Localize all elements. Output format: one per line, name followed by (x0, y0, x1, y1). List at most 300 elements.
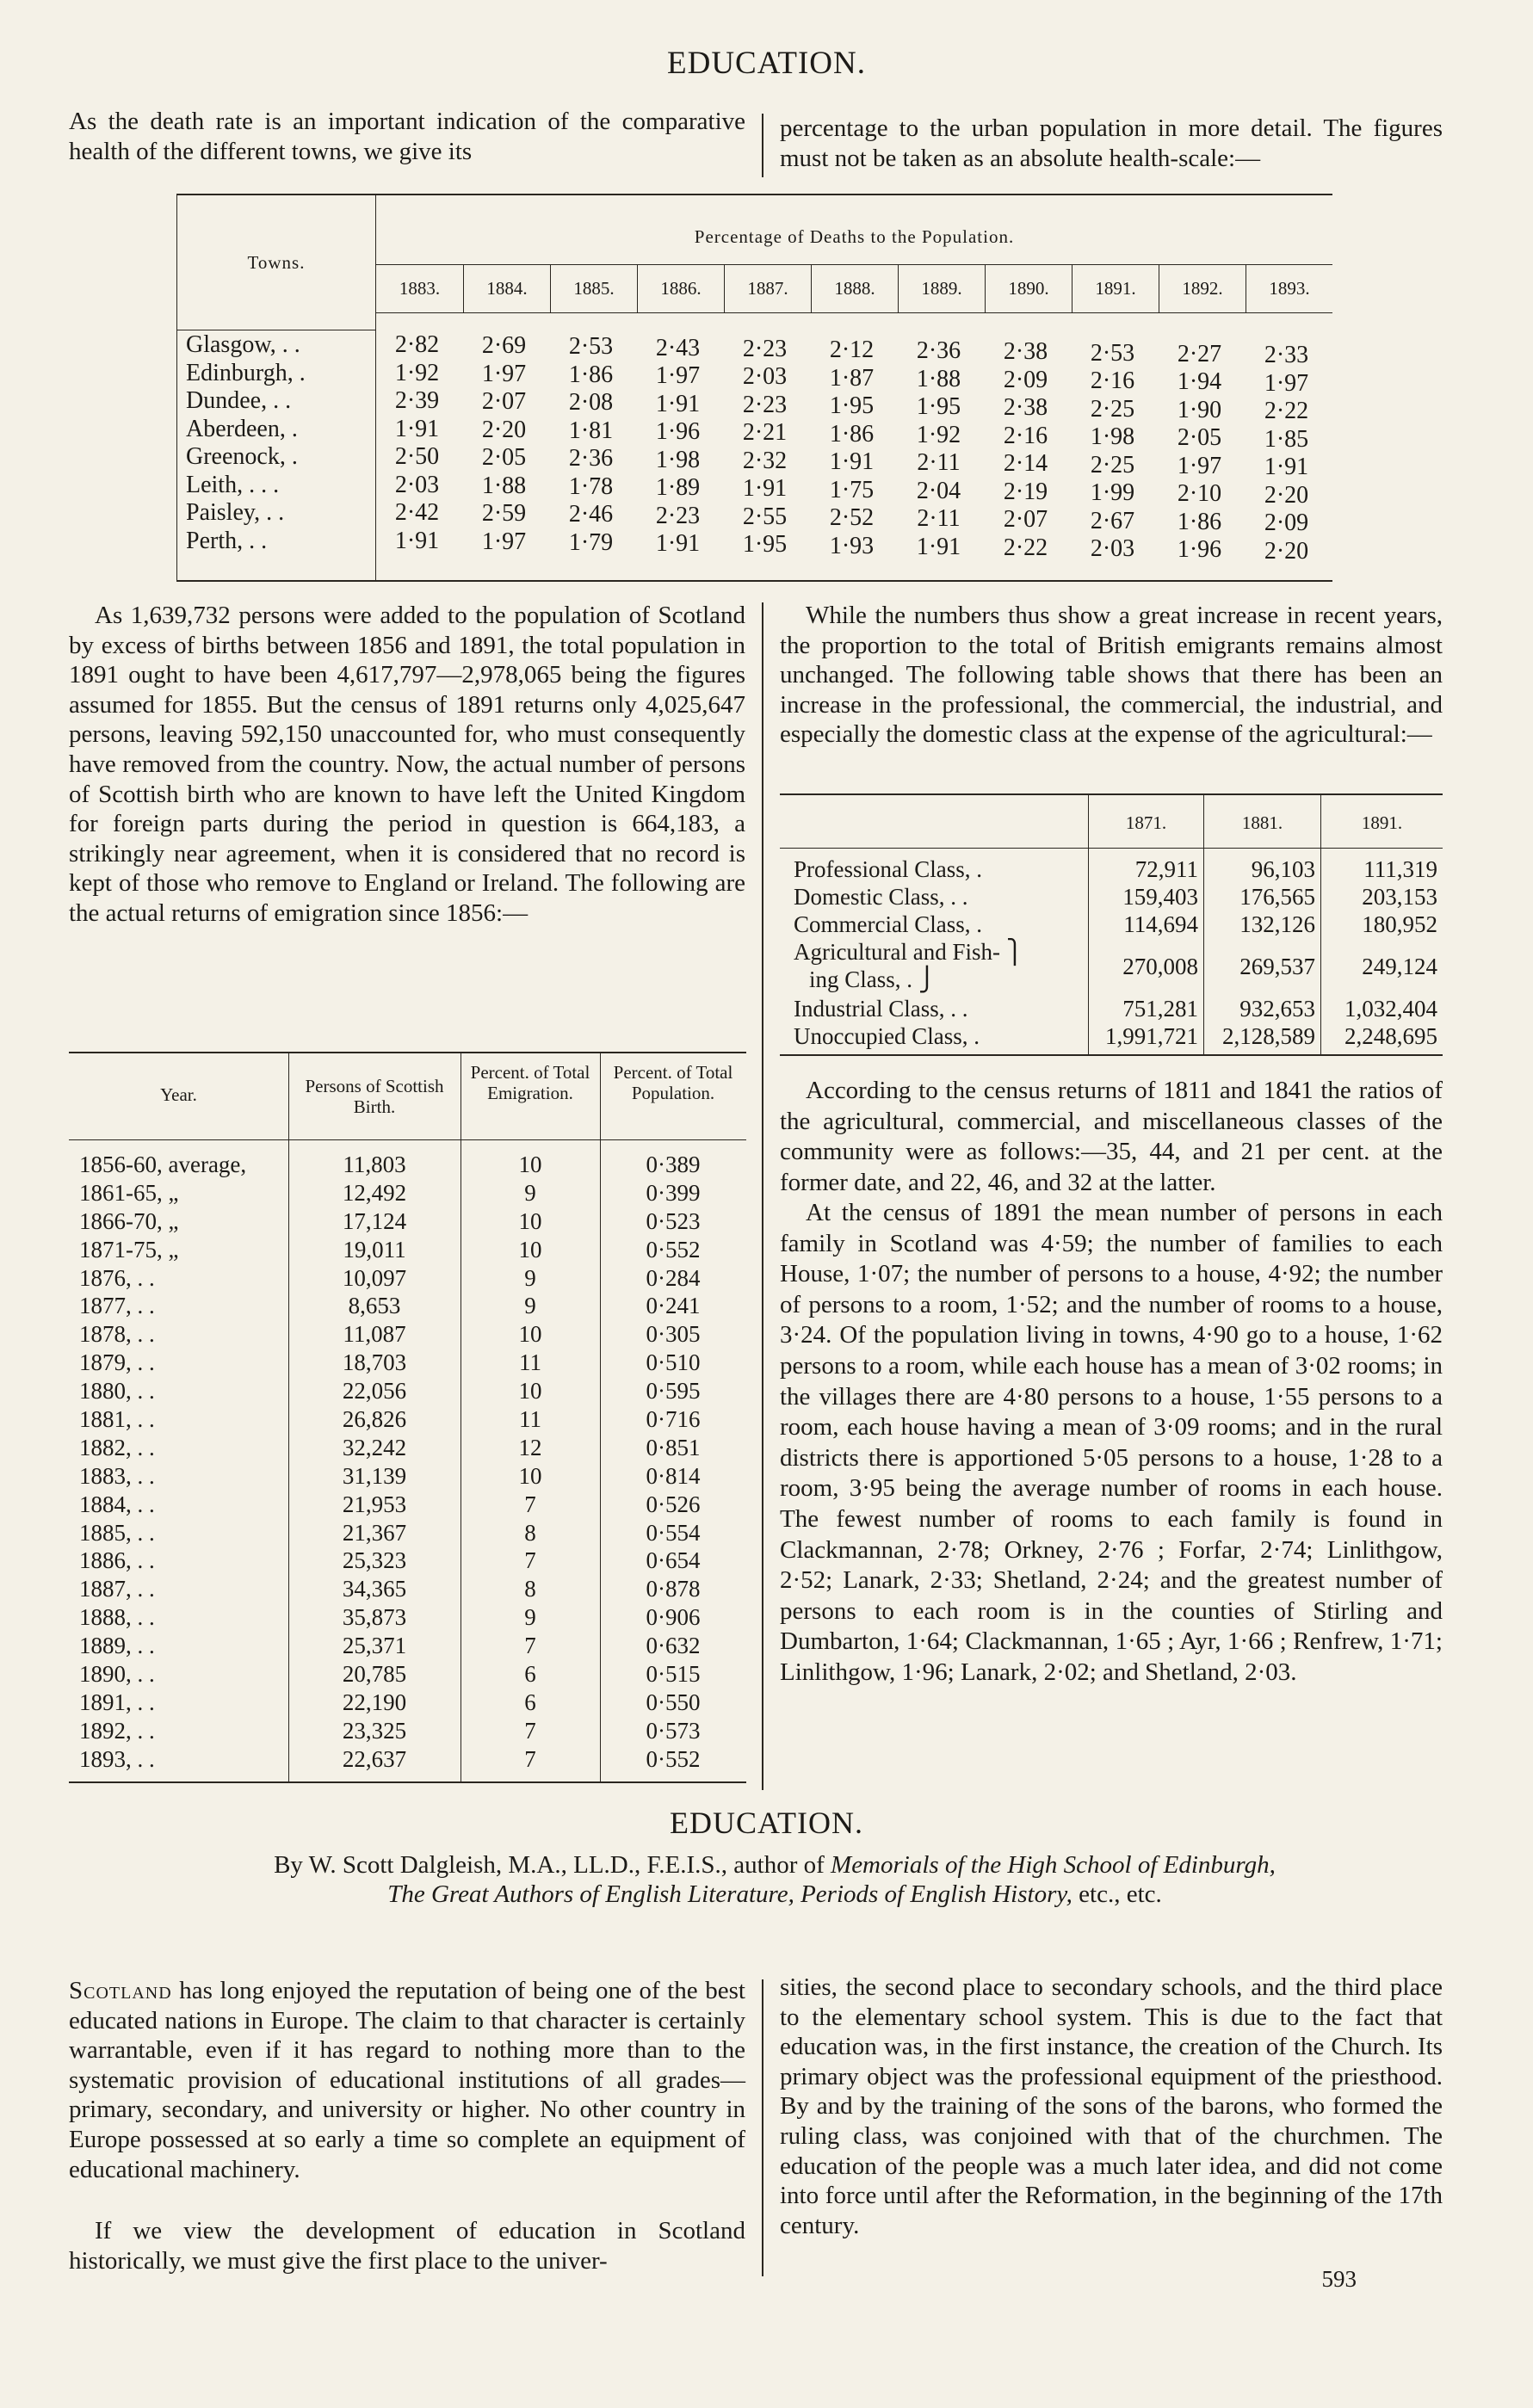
value-cell: 8,653 (348, 1293, 401, 1319)
year-cell: 1889, . . (79, 1633, 155, 1659)
table-rule (376, 312, 1332, 313)
class-value-cell: 270,008 (1122, 954, 1198, 979)
table-rule (780, 793, 1443, 795)
value-cell: 18,703 (342, 1349, 407, 1376)
class-value-cell: 159,403 (1122, 884, 1198, 910)
death-rate-cell: 1·87 (829, 364, 875, 392)
death-rate-cell: 2·14 (1003, 450, 1048, 478)
death-rate-cell: 1·99 (1090, 479, 1135, 507)
table-row (69, 1462, 746, 1491)
education-paragraph-2: If we view the development of education in Scotland historically, we must give the first place to the univer- (69, 2217, 745, 2275)
town-name: Greenock, . (186, 443, 298, 470)
table-row (69, 1292, 746, 1320)
death-rate-cell: 2·25 (1090, 451, 1135, 479)
year-cell: 1888, . . (79, 1604, 155, 1631)
table-row (177, 387, 1332, 424)
education-paragraph-3: sities, the second place to secondary schools, and the third place to the elementary school system. This is due to the fact that education was, in the first instance, the creation of the Church. Its primary object was the professional equipment of the priesthood. By and by the training of the sons of the barons, who formed the ruling class, was conjoined with that of the churchmen. The education of the people was a much later idea, and did not come into force until after the Reformation, in the beginning of the 17th century. (780, 1973, 1443, 2239)
death-rate-cell: 2·12 (829, 337, 875, 363)
value-cell: 7 (524, 1491, 536, 1517)
death-rate-cell: 1·92 (394, 359, 440, 386)
value-cell: 7 (524, 1633, 536, 1659)
death-rate-cell: 2·23 (742, 335, 788, 362)
byline-work-1: Memorials of the High School of Edinburgh, (831, 1851, 1276, 1879)
town-name: Glasgow, . . (186, 331, 300, 358)
table-row (177, 359, 1332, 397)
emigration-table (69, 1052, 746, 1783)
class-label-line: Professional Class, . (794, 856, 982, 882)
value-cell: 0·716 (646, 1406, 701, 1433)
value-cell: 19,011 (343, 1236, 406, 1263)
death-rate-cell: 2·50 (394, 443, 440, 470)
header-year: Year. (160, 1084, 197, 1105)
class-table (780, 793, 1443, 1056)
death-rate-cell: 2·22 (1003, 534, 1048, 561)
value-cell: 0·510 (646, 1349, 701, 1376)
class-label-line: Unoccupied Class, . (794, 1023, 980, 1049)
death-rate-cell: 2·16 (1090, 367, 1135, 395)
table-rule (780, 1054, 1443, 1056)
value-cell: 25,371 (342, 1633, 407, 1659)
death-rate-cell: 2·25 (1090, 395, 1135, 423)
death-rate-cell: 1·98 (655, 446, 701, 473)
year-cell: 1893, . . (79, 1745, 155, 1772)
table-rule (69, 1139, 746, 1140)
value-cell: 8 (524, 1519, 536, 1546)
class-value-cell: 176,565 (1239, 884, 1315, 910)
table-rule (780, 848, 1443, 849)
town-name: Paisley, . . (186, 499, 285, 526)
year-header: 1888. (811, 264, 898, 312)
death-rate-cell: 2·20 (1264, 481, 1309, 509)
table-row (69, 1632, 746, 1660)
class-value-cell: 180,952 (1362, 911, 1437, 937)
death-rate-cell: 1·91 (394, 415, 440, 442)
death-rate-cell: 1·97 (481, 528, 527, 555)
table-row (177, 443, 1332, 480)
value-cell: 21,953 (342, 1491, 407, 1517)
class-value-cell: 751,281 (1122, 996, 1198, 1022)
census-paragraph: At the census of 1891 the mean number of persons in each family in Scotland was 4·59; the number of families to each House, 1·07; the number of persons to a house, 4·92; the number of persons to a room, 1·52; and the number of rooms to a house, 3·24. Of the population living in towns, 4·90 go to a house, 1·62 persons to a room, while each house has a mean of 3·02 rooms; in the villages there are 4·80 persons to a house, 1·55 persons to a room, each house having a mean of 3·09 rooms; and in the rural districts there is apportioned 5·05 persons to a house, 1·28 to a room, 3·95 being the average number of rooms in each house. The fewest number of rooms to each family is found in Clackmannan, 2·78; Orkney, 2·76 ; Forfar, 2·74; Linlithgow, 2·52; Lanark, 2·33; Shetland, 2·24; and the greatest number of persons to each room is in the counties of Stirling and Dumbarton, 1·64; Clackmannan, 1·65 ; Ayr, 1·66 ; Renfrew, 1·71; Linlithgow, 1·96; Lanark, 2·02; and Shetland, 2·03. (780, 1199, 1443, 1686)
year-header: 1893. (1246, 264, 1332, 312)
table-row (69, 1491, 746, 1519)
death-rate-cell: 2·67 (1090, 507, 1135, 534)
death-rate-cell: 1·86 (829, 420, 875, 448)
value-cell: 10 (518, 1236, 542, 1263)
death-rate-cell: 2·32 (742, 447, 788, 474)
town-name: Aberdeen, . (186, 415, 298, 442)
death-rate-cell: 1·91 (829, 448, 875, 475)
class-label (780, 883, 1088, 911)
value-cell: 9 (524, 1264, 536, 1291)
table-row (69, 1434, 746, 1462)
class-label-line: ing Class, . ⎭ (809, 966, 936, 992)
education-paragraph-1 (69, 1976, 745, 2184)
table-row (69, 1207, 746, 1236)
value-cell: 9 (524, 1604, 536, 1631)
value-cell: 0·241 (646, 1293, 701, 1319)
death-rate-cell: 1·98 (1090, 423, 1135, 451)
table-row (69, 1377, 746, 1405)
table-row (69, 1320, 746, 1349)
drop-lead: Scotland (69, 1977, 172, 2004)
class-value-cell: 114,694 (1123, 911, 1198, 937)
death-rate-cell: 2·10 (1177, 480, 1222, 508)
value-cell: 0·526 (646, 1491, 701, 1517)
header-percent-population: Percent. of Total Population. (613, 1062, 733, 1103)
class-value-cell: 2,248,695 (1344, 1023, 1437, 1049)
table-row (69, 1660, 746, 1689)
death-rate-cell: 1·91 (394, 527, 440, 554)
death-rate-cell: 2·23 (742, 391, 788, 418)
death-rate-cell: 1·86 (1177, 508, 1222, 535)
death-rate-cell: 2·59 (481, 500, 527, 528)
death-rate-cell: 1·91 (742, 475, 788, 503)
death-rate-cell: 1·75 (829, 476, 875, 503)
death-rate-cell: 2·42 (394, 499, 440, 526)
death-rate-cell: 1·96 (1177, 536, 1222, 564)
value-cell: 6 (524, 1689, 536, 1715)
year-header: 1892. (1159, 264, 1246, 312)
year-cell: 1879, . . (79, 1349, 155, 1376)
value-cell: 10 (518, 1321, 542, 1348)
class-label-line: Agricultural and Fish- ⎫ (794, 939, 1023, 965)
value-cell: 0·814 (646, 1462, 701, 1489)
population-paragraph: As 1,639,732 persons were added to the population of Scotland by excess of births between 1856 and 1891, the total population in 1891 ought to have been 4,617,797—2,978,065 being the figures assumed for 1855. But the census of 1891 returns only 4,025,647 persons, leaving 592,150 unaccounted for, who must consequently have removed from the country. Now, the actual number of persons of Scottish birth who are known to have left the United Kingdom for foreign parts during the period in question is 664,183, a strikingly near agreement, when it is considered that no record is kept of those who remove to England or Ireland. The following are the actual returns of emigration since 1856:— (69, 602, 745, 927)
year-cell: 1861-65, „ (79, 1179, 179, 1206)
table-row (780, 911, 1443, 938)
death-rate-cell: 1·97 (1177, 452, 1222, 479)
death-rate-cell: 1·88 (481, 472, 527, 499)
class-year-1881: 1881. (1241, 812, 1283, 833)
death-rate-cell: 2·16 (1003, 422, 1048, 449)
year-cell: 1884, . . (79, 1491, 155, 1517)
town-name: Perth, . . (186, 527, 268, 554)
class-label-line: Domestic Class, . . (794, 884, 968, 910)
byline-author: By W. Scott Dalgleish, M.A., LL.D., F.E.I.S., author of (274, 1851, 825, 1879)
death-rate-cell: 2·07 (1003, 506, 1048, 534)
year-cell: 1887, . . (79, 1576, 155, 1602)
value-cell: 32,242 (342, 1434, 407, 1460)
table-row (69, 1519, 746, 1547)
class-value-cell: 269,537 (1239, 954, 1315, 979)
value-cell: 0·595 (646, 1378, 701, 1405)
group-header: Percentage of Deaths to the Population. (694, 226, 1015, 247)
year-header: 1886. (637, 264, 724, 312)
increase-paragraph: While the numbers thus show a great increase in recent years, the proportion to the total of British emigrants remains almost unchanged. The following table shows that there has been an increase in the professional, the commercial, the industrial, and especially the domestic class at the expense of the agricultural:— (780, 602, 1443, 749)
page-number: 593 (1321, 2266, 1357, 2292)
year-cell: 1881, . . (79, 1406, 155, 1433)
town-name: Edinburgh, . (186, 359, 306, 386)
value-cell: 22,637 (342, 1745, 407, 1772)
value-cell: 7 (524, 1547, 536, 1574)
table-rule (69, 1781, 746, 1783)
class-label (780, 995, 1088, 1022)
death-rate-cell: 1·97 (481, 360, 527, 387)
byline (95, 1850, 1455, 1909)
column-rule (762, 602, 763, 1790)
table-row (780, 1022, 1443, 1050)
class-value-cell: 72,911 (1134, 856, 1198, 882)
death-rate-cell: 2·53 (568, 333, 614, 361)
table-row (177, 499, 1332, 536)
death-rate-cell: 2·05 (1177, 424, 1222, 452)
value-cell: 0·851 (646, 1434, 701, 1460)
year-header: 1884. (463, 264, 550, 312)
value-cell: 12,492 (342, 1179, 407, 1206)
class-value-cell: 203,153 (1362, 884, 1437, 910)
death-rate-cell: 2·07 (481, 388, 527, 416)
table-row (69, 1349, 746, 1377)
year-cell: 1890, . . (79, 1661, 155, 1688)
value-cell: 17,124 (342, 1207, 407, 1234)
value-cell: 0·305 (646, 1321, 701, 1348)
value-cell: 0·906 (646, 1604, 701, 1631)
death-rate-cell: 2·52 (829, 504, 875, 531)
value-cell: 0·550 (646, 1689, 701, 1715)
death-rate-cell: 2·27 (1177, 340, 1222, 367)
death-rate-cell: 2·03 (1090, 535, 1135, 563)
death-rate-cell: 1·95 (829, 392, 875, 419)
class-value-cell: 1,991,721 (1105, 1023, 1198, 1049)
table-row (69, 1405, 746, 1434)
class-label (780, 1022, 1088, 1050)
running-head: EDUCATION. (667, 46, 866, 81)
death-rate-cell: 2·55 (742, 503, 788, 530)
education-paragraph-1-text: has long enjoyed the reputation of being one of the best educated nations in Europe. The claim to that character is certainly warrantable, even if it has regard to nothing more than to the systematic provision of educational institutions of all grades—primary, secondary, and university or higher. No other country in Europe possessed at so early a time so complete an equipment of educational machinery. (69, 1977, 745, 2183)
value-cell: 12 (518, 1434, 542, 1460)
year-header: 1889. (898, 264, 985, 312)
year-cell: 1876, . . (79, 1264, 155, 1291)
death-rate-cell: 2·09 (1003, 366, 1048, 393)
table-row (69, 1745, 746, 1774)
table-row (177, 527, 1332, 565)
value-cell: 0·573 (646, 1717, 701, 1744)
death-rate-cell: 2·05 (481, 444, 527, 472)
table-row (69, 1603, 746, 1632)
value-cell: 10 (518, 1152, 542, 1177)
class-value-cell: 132,126 (1239, 911, 1315, 937)
value-cell: 0·399 (646, 1179, 701, 1206)
table-row (69, 1264, 746, 1293)
value-cell: 0·878 (646, 1576, 701, 1602)
death-rate-cell: 1·97 (1264, 369, 1309, 397)
value-cell: 0·632 (646, 1633, 701, 1659)
value-cell: 7 (524, 1745, 536, 1772)
table-row (780, 855, 1443, 883)
death-rate-cell: 1·89 (655, 474, 701, 502)
death-rate-cell: 2·20 (481, 416, 527, 443)
death-rate-cell: 1·95 (916, 393, 961, 421)
value-cell: 10 (518, 1207, 542, 1234)
value-cell: 21,367 (342, 1519, 407, 1546)
towns-header: Towns. (247, 252, 306, 273)
year-cell: 1892, . . (79, 1717, 155, 1744)
value-cell: 11,087 (343, 1321, 406, 1348)
death-rate-cell: 2·08 (568, 389, 614, 417)
death-rate-cell: 1·86 (568, 361, 614, 388)
table-row (177, 415, 1332, 453)
value-cell: 11 (519, 1349, 541, 1376)
year-cell: 1880, . . (79, 1378, 155, 1405)
class-value-cell: 111,319 (1363, 856, 1437, 882)
value-cell: 6 (524, 1661, 536, 1688)
value-cell: 35,873 (342, 1604, 407, 1631)
death-rate-cell: 2·11 (917, 505, 961, 533)
class-value-cell: 932,653 (1239, 996, 1315, 1022)
death-rate-cell: 1·90 (1177, 396, 1222, 423)
death-rate-cell: 2·09 (1264, 509, 1309, 536)
year-header: 1883. (399, 278, 441, 299)
value-cell: 34,365 (342, 1576, 407, 1602)
death-rate-cell: 1·91 (916, 533, 961, 560)
death-rate-cell: 1·96 (655, 418, 701, 446)
year-cell: 1883, . . (79, 1462, 155, 1489)
column-rule (762, 1979, 763, 2276)
value-cell: 31,139 (342, 1462, 407, 1489)
value-cell: 0·284 (646, 1264, 701, 1291)
class-label (780, 911, 1088, 938)
ratios-paragraph: According to the census returns of 1811 and 1841 the ratios of the agricultural, commercial, and miscellaneous classes of the community were as follows:—35, 44, and 21 per cent. at the former date, and 22, 46, and 32 at the latter. (780, 1077, 1443, 1196)
table-row (780, 995, 1443, 1022)
death-rate-cell: 2·82 (394, 331, 440, 358)
death-rate-cell: 2·33 (1264, 342, 1309, 368)
year-header: 1891. (1072, 264, 1159, 312)
value-cell: 0·389 (646, 1152, 701, 1177)
value-cell: 22,056 (342, 1378, 407, 1405)
year-cell: 1871-75, „ (79, 1236, 179, 1263)
death-rate-cell: 2·19 (1003, 478, 1048, 505)
byline-work-2: The Great Authors of English Literature, (387, 1880, 794, 1908)
year-header: 1887. (724, 264, 811, 312)
death-rate-cell: 1·91 (655, 530, 701, 558)
header-percent-emigration: Percent. of Total Emigration. (470, 1062, 590, 1103)
death-rate-cell: 1·97 (655, 362, 701, 390)
death-rate-cell: 2·21 (742, 419, 788, 447)
table-row (69, 1151, 746, 1179)
year-header: 1885. (550, 264, 637, 312)
death-rate-cell: 2·04 (916, 477, 961, 504)
year-cell: 1878, . . (79, 1321, 155, 1348)
value-cell: 0·552 (646, 1236, 701, 1263)
death-rate-cell: 2·03 (394, 471, 440, 498)
value-cell: 26,826 (342, 1406, 407, 1433)
table-row (177, 331, 1332, 368)
value-cell: 11 (519, 1406, 541, 1433)
year-cell: 1891, . . (79, 1689, 155, 1715)
class-value-cell: 2,128,589 (1222, 1023, 1315, 1049)
table-row (69, 1689, 746, 1717)
death-rate-cell: 2·11 (917, 449, 961, 477)
value-cell: 0·654 (646, 1547, 701, 1574)
year-cell: 1856-60, average, (79, 1152, 247, 1177)
value-cell: 10 (518, 1378, 542, 1405)
header-persons: Persons of Scottish Birth. (305, 1076, 444, 1117)
table-row (69, 1717, 746, 1745)
intro-right: percentage to the urban population in more detail. The figures must not be taken as an absolute health-scale:— (780, 114, 1443, 172)
death-rate-cell: 2·38 (1003, 394, 1048, 422)
death-rate-cell: 1·88 (916, 365, 961, 392)
death-rate-cell: 2·23 (655, 502, 701, 529)
death-rate-cell: 2·53 (1090, 339, 1135, 367)
death-rate-cell: 2·39 (394, 387, 440, 414)
death-rate-cell: 1·92 (916, 421, 961, 448)
class-year-1891: 1891. (1361, 812, 1403, 833)
byline-suffix: etc., etc. (1079, 1880, 1162, 1908)
class-label (780, 855, 1088, 883)
value-cell: 8 (524, 1576, 536, 1602)
death-rate-cell: 2·20 (1264, 537, 1309, 565)
death-rate-table (176, 194, 1332, 582)
value-cell: 7 (524, 1717, 536, 1744)
column-rule (762, 114, 763, 177)
intro-left: As the death rate is an important indication of the comparative health of the different towns, we give its (69, 108, 745, 165)
death-rate-cell: 1·81 (568, 417, 614, 444)
year-cell: 1882, . . (79, 1434, 155, 1460)
death-rate-cell: 1·85 (1264, 425, 1309, 453)
town-name: Dundee, . . (186, 387, 292, 414)
value-cell: 23,325 (342, 1717, 407, 1744)
death-rate-cell: 1·94 (1177, 368, 1222, 396)
value-cell: 9 (524, 1293, 536, 1319)
death-rate-cell: 1·79 (568, 528, 614, 556)
year-cell: 1885, . . (79, 1519, 155, 1546)
death-rate-cell: 2·38 (1003, 338, 1048, 366)
death-rate-cell: 2·22 (1264, 398, 1309, 424)
table-row (69, 1179, 746, 1207)
value-cell: 25,323 (342, 1547, 407, 1574)
death-rate-cell: 2·03 (742, 363, 788, 391)
class-value-cell: 1,032,404 (1344, 996, 1437, 1022)
death-rate-cell: 1·95 (742, 531, 788, 559)
value-cell: 0·515 (646, 1661, 701, 1688)
year-cell: 1866-70, „ (79, 1207, 179, 1234)
class-value-cell: 96,103 (1251, 856, 1315, 882)
death-rate-cell: 2·36 (568, 445, 614, 472)
table-row (780, 883, 1443, 911)
death-rate-cell: 2·43 (655, 334, 701, 361)
class-label-line: Industrial Class, . . (794, 996, 968, 1022)
class-value-cell: 249,124 (1362, 954, 1437, 979)
value-cell: 0·523 (646, 1207, 701, 1234)
death-rate-cell: 1·91 (655, 390, 701, 417)
death-rate-cell: 2·69 (481, 332, 527, 360)
death-rate-cell: 1·78 (568, 472, 614, 500)
table-row (69, 1575, 746, 1603)
value-cell: 11,803 (343, 1152, 406, 1177)
year-header: 1890. (985, 264, 1072, 312)
year-cell: 1886, . . (79, 1547, 155, 1574)
table-row (69, 1547, 746, 1575)
value-cell: 22,190 (342, 1689, 407, 1715)
value-cell: 0·554 (646, 1519, 701, 1546)
table-row (780, 938, 1443, 995)
death-rate-cell: 1·91 (1264, 454, 1309, 480)
class-label (780, 938, 1088, 995)
table-rule (69, 1052, 746, 1053)
table-row (69, 1236, 746, 1264)
year-cell: 1877, . . (79, 1293, 155, 1319)
death-rate-cell: 1·93 (829, 532, 875, 559)
value-cell: 0·552 (646, 1745, 701, 1772)
value-cell: 10 (518, 1462, 542, 1489)
byline-work-3: Periods of English History, (800, 1880, 1072, 1908)
value-cell: 9 (524, 1179, 536, 1206)
class-label-line: Commercial Class, . (794, 911, 982, 937)
section-title: EDUCATION. (670, 1806, 863, 1840)
death-rate-cell: 2·46 (568, 501, 614, 528)
table-row (177, 471, 1332, 509)
value-cell: 10,097 (342, 1264, 407, 1291)
